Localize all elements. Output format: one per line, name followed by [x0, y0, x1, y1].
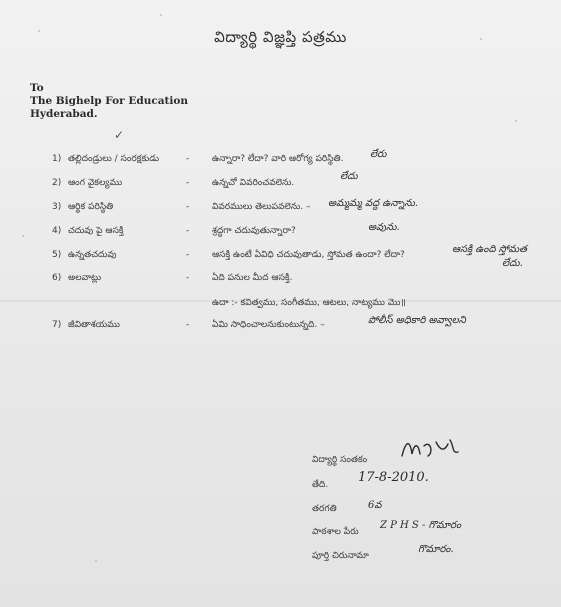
row-label: ఆర్థిక పరిస్థితి	[68, 202, 114, 212]
row-question: వివరములు తెలుపవలెను. –	[212, 202, 311, 212]
row-number: 6)	[52, 273, 62, 283]
date-value: 17-8-2010.	[358, 470, 429, 485]
row-label: తల్లిదండ్రులు / సంరక్షకుడు	[68, 154, 160, 164]
class-label: తరగతి	[312, 504, 337, 514]
handwritten-answer: అమ్మమ్మ వద్ద ఉన్నాను.	[328, 198, 419, 209]
row-dash: -	[186, 202, 190, 212]
row-number: 4)	[52, 226, 62, 236]
row-number: 2)	[52, 178, 62, 188]
signature-image	[400, 436, 460, 462]
handwritten-answer: ఆసక్తి ఉంది స్తోమత	[452, 244, 527, 255]
handwritten-answer: పోలీస్ అధికారి అవ్వాలని	[368, 315, 466, 326]
scan-speck	[160, 14, 162, 16]
row-label: అలవాట్లు	[68, 273, 102, 283]
scan-speck	[22, 235, 24, 237]
row-label: ఉన్నతచదువు	[68, 250, 117, 260]
row-label: జీవితాశయము	[68, 320, 120, 330]
row-number: 5)	[52, 250, 62, 260]
recipient-block	[30, 82, 188, 121]
tick-mark: ✓	[114, 128, 125, 142]
row-dash: -	[186, 226, 190, 236]
row-dash: -	[186, 320, 190, 330]
recipient-city: Hyderabad.	[30, 108, 98, 120]
page-title: విద్యార్థి విజ్ఞప్తి పత్రము	[214, 28, 347, 46]
row-number: 7)	[52, 320, 62, 330]
handwritten-answer-continued: లేదు.	[502, 258, 523, 269]
scan-speck	[515, 120, 517, 122]
row-question: ఉన్నచో వివరించవలెను.	[212, 178, 295, 188]
scan-speck	[95, 560, 97, 562]
row-dash: -	[186, 154, 190, 164]
address-label: పూర్తి చిరునామా	[312, 551, 369, 561]
student-signature	[400, 436, 460, 466]
handwritten-answer: లేరు	[370, 149, 387, 160]
handwritten-answer: అవును.	[368, 222, 400, 233]
row-question: ఆసక్తి ఉంటే ఏవిధి చదువుతాడు, స్తోమత ఉందా? లేదా?	[212, 250, 405, 260]
row-question: శ్రద్ధగా చదువుతున్నారా?	[212, 226, 296, 236]
row-question: ఉన్నారా? లేదా? వారి ఆరోగ్య పరిస్థితి.	[212, 154, 344, 164]
school-label: పాఠశాల పేరు	[312, 527, 359, 537]
class-value: 6వ	[368, 500, 382, 511]
handwritten-answer: లేదు	[340, 171, 358, 182]
row-question: ఏమి సాధించాలనుకుంటున్నది. –	[212, 320, 325, 330]
row-number: 1)	[52, 154, 62, 164]
row-number: 3)	[52, 202, 62, 212]
row-dash: -	[186, 250, 190, 260]
row-question: ఏది పనుల మీద ఆసక్తి.	[212, 273, 293, 283]
row-label: ఆంగ వైకల్యము	[68, 178, 123, 188]
row-example: ఉదా :- కవిత్వము, సంగీతము, ఆటలు, నాట్యము మొ॥	[212, 298, 406, 308]
school-value: Z P H S - గొమారం	[380, 520, 462, 531]
row-dash: -	[186, 178, 190, 188]
recipient-to: To	[30, 82, 44, 94]
row-dash: -	[186, 273, 190, 283]
recipient-org: The Bighelp For Education	[30, 95, 189, 107]
address-value: గొమారం.	[418, 544, 454, 555]
date-label: తేది.	[312, 480, 329, 490]
signature-label: విద్యార్థి సంతకం	[312, 455, 368, 465]
row-label: చదువు పై ఆసక్తి	[68, 226, 124, 236]
